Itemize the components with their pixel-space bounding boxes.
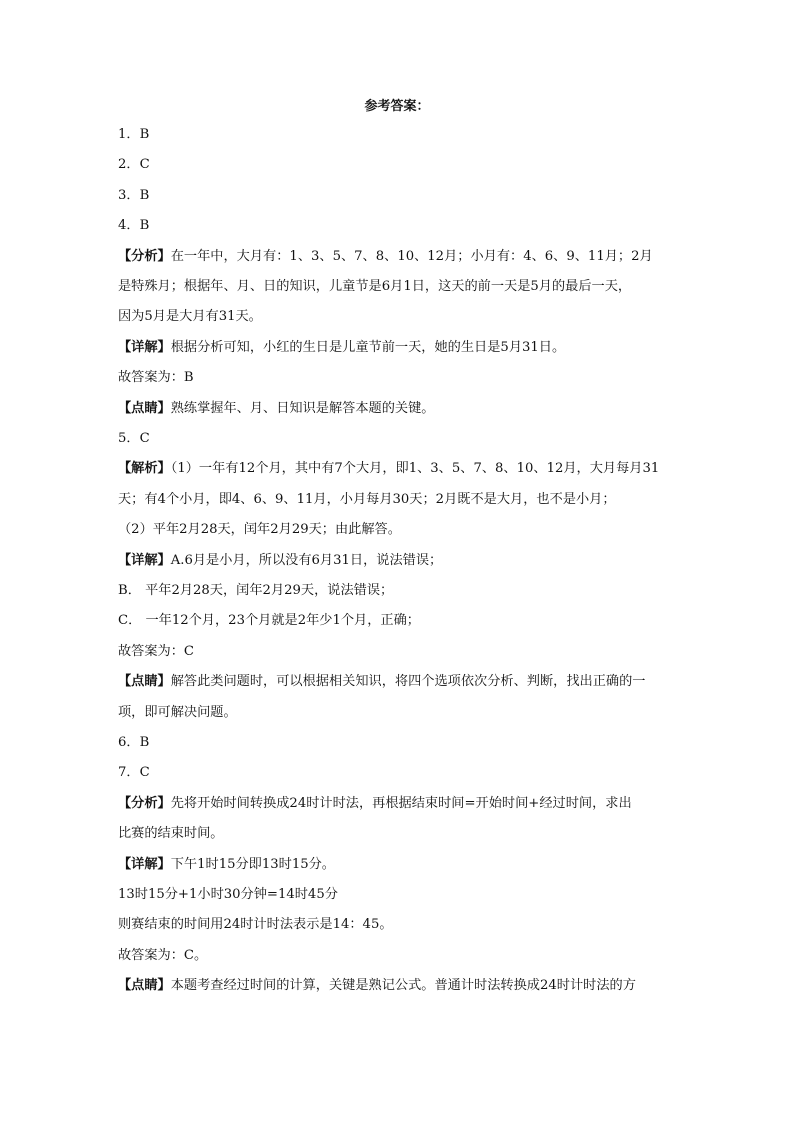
section-tag: 【详解】 [118,552,171,568]
answer-line: 7．C [118,765,150,781]
answer-line [118,855,683,875]
page-title: 参考答案： [364,99,430,114]
section-tag: 【点睛】 [118,978,171,994]
answer-line: 天；有4个小月，即4、6、9、11月，小月每月30天；2月既不是大月，也不是小月； [118,491,616,507]
answer-line: 2．C [118,157,150,173]
answer-line [118,794,683,814]
section-tag: 【点睛】 [118,674,171,690]
answer-line [118,247,683,267]
section-text: 本题考查经过时间的计算，关键是熟记公式。普通计时法转换成24时计时法的方 [170,978,636,994]
answer-line [118,399,683,419]
section-tag: 【分析】 [118,248,171,264]
answer-line: B． 平年2月28天，闰年2月29天，说法错误； [118,583,394,598]
section-tag: 【点睛】 [118,400,171,416]
answer-line: 比赛的结束时间。 [118,826,224,842]
section-tag: 【分析】 [118,795,171,811]
answer-line: 则赛结束的时间用24时计时法表示是14：45。 [118,917,393,933]
answer-line: 1．B [118,127,150,142]
answer-line: 故答案为：B [118,370,194,386]
section-text: 解答此类问题时，可以根据相关知识，将四个选项依次分析、判断，找出正确的一 [170,674,646,690]
section-text: 根据分析可知，小红的生日是儿童节前一天，她的生日是5月31日。 [170,339,566,355]
answer-line: 因为5月是大月有31天。 [118,309,262,325]
answer-line: （2）平年2月28天，闰年2月29天；由此解答。 [118,522,401,538]
answer-line: 4．B [118,218,150,234]
answer-line: 项，即可解决问题。 [118,704,237,720]
answer-line: 5．C [118,431,150,446]
section-text: 先将开始时间转换成24时计时法，再根据结束时间=开始时间+经过时间，求出 [170,795,632,811]
section-tag: 【解析】 [118,461,171,477]
answer-line [118,976,683,996]
answer-line: C． 一年12个月，23个月就是2年少1个月，正确； [118,613,420,629]
section-tag: 【详解】 [118,339,171,355]
answer-line [118,672,683,692]
section-text: 熟练掌握年、月、日知识是解答本题的关键。 [170,400,435,416]
answer-line: 13时15分+1小时30分钟=14时45分 [118,887,338,902]
answer-line [118,338,683,358]
section-text: 下午1时15分即13时15分。 [170,856,335,872]
section-text: A.6月是小月，所以没有6月31日，说法错误； [170,552,443,568]
section-text: 在一年中，大月有：1、3、5、7、8、10、12月；小月有：4、6、9、11月；2月 [170,248,653,264]
answer-line: 3．B [118,187,150,203]
answer-line: 故答案为：C。 [118,947,208,963]
section-tag: 【详解】 [118,856,171,872]
answer-line [118,459,683,479]
answer-line: 是特殊月；根据年、月、日的知识，儿童节是6月1日，这天的前一天是5月的最后一天， [118,279,632,294]
answer-line: 6．B [118,735,150,750]
section-text: （1）一年有12个月，其中有7个大月，即1、3、5、7、8、10、12月，大月每月31 [170,461,660,477]
answer-line [118,551,683,571]
answer-line: 故答案为：C [118,643,195,659]
